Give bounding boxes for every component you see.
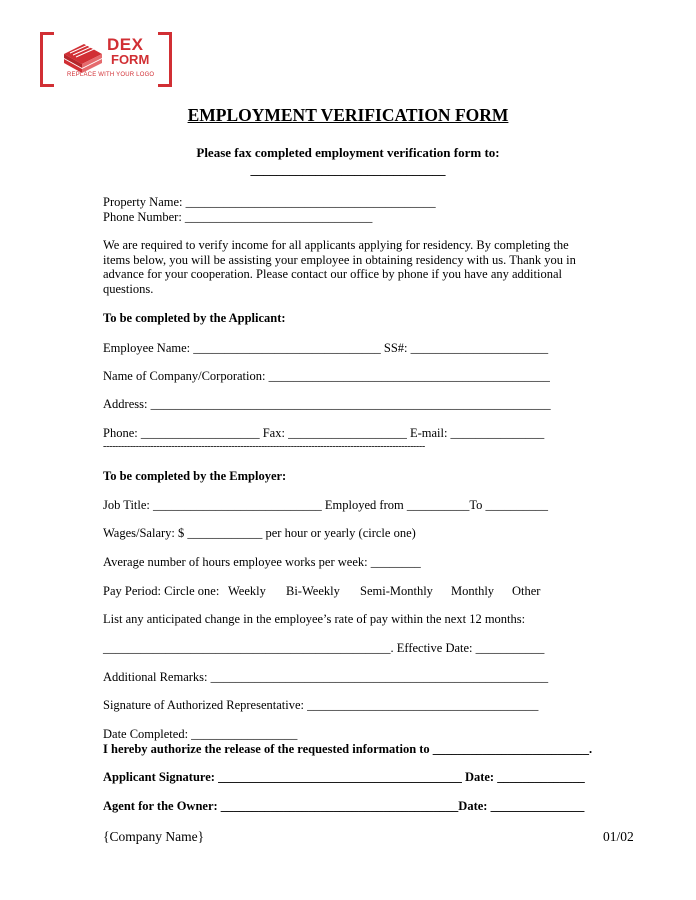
additional-remarks-field[interactable]: Additional Remarks: ______________________________________________________ [103, 670, 549, 684]
fax-instruction: Please fax completed employment verification form to: [196, 145, 500, 160]
fax-number-field[interactable]: ______________________________ [250, 162, 446, 177]
pay-option-monthly[interactable]: Monthly [451, 584, 495, 598]
company-name-field[interactable]: Name of Company/Corporation: _____________________________________________ [103, 369, 550, 383]
authorization-statement[interactable]: I hereby authorize the release of the requested information to _________________________. [103, 742, 593, 756]
employee-name-field[interactable]: Employee Name: ______________________________ SS#: ______________________ [103, 341, 549, 355]
paper-stack-icon [64, 44, 102, 73]
job-title-field[interactable]: Job Title: ___________________________ Employed from __________To __________ [103, 498, 548, 512]
pay-change-question: List any anticipated change in the employee’s rate of pay within the next 12 months: [103, 612, 526, 626]
agent-signature-field[interactable]: Agent for the Owner: ______________________________________Date: _______________ [103, 799, 585, 813]
pay-option-other[interactable]: Other [512, 584, 541, 598]
company-logo [40, 32, 172, 87]
pay-option-weekly[interactable]: Weekly [228, 584, 266, 598]
contact-fields[interactable]: Phone: ___________________ Fax: ___________________ E-mail: _______________ [103, 426, 545, 440]
intro-paragraph: We are required to verify income for all applicants applying for residency. By completing the items below, you will be assisting your employee in obtaining residency with us. Thank you in advance for your cooperation. Please contact our office by phone if you have any additional questions. [103, 238, 576, 296]
applicant-section-heading: To be completed by the Applicant: [103, 311, 286, 325]
property-name-field[interactable]: Property Name: ________________________________________ [103, 195, 436, 209]
logo-brand-bottom: FORM [111, 52, 150, 67]
footer-form-code: 01/02 [603, 829, 634, 844]
phone-number-field[interactable]: Phone Number: ______________________________ [103, 210, 373, 224]
pay-option-biweekly[interactable]: Bi-Weekly [286, 584, 340, 598]
wages-field[interactable]: Wages/Salary: $ ____________ per hour or yearly (circle one) [103, 526, 416, 540]
form-title: EMPLOYMENT VERIFICATION FORM [187, 105, 509, 125]
employer-section-heading: To be completed by the Employer: [103, 469, 287, 483]
section-divider: ------------------------------------------------------------------------------------------------------------ [103, 441, 425, 452]
representative-signature-field[interactable]: Signature of Authorized Representative: _____________________________________ [103, 698, 539, 712]
hours-field[interactable]: Average number of hours employee works per week: ________ [103, 555, 421, 569]
applicant-signature-field[interactable]: Applicant Signature: _______________________________________ Date: ______________ [103, 770, 585, 784]
logo-tagline: REPLACE WITH YOUR LOGO [67, 72, 155, 78]
footer-company-name: {Company Name} [103, 829, 205, 844]
logo-brand-top: DEX [107, 35, 144, 54]
effective-date-field[interactable]: ______________________________________________. Effective Date: ___________ [103, 641, 545, 655]
pay-period-label: Pay Period: Circle one: [103, 584, 220, 598]
pay-option-semimonthly[interactable]: Semi-Monthly [360, 584, 433, 598]
address-field[interactable]: Address: ________________________________________________________________ [103, 397, 551, 411]
date-completed-field[interactable]: Date Completed: _________________ [103, 727, 298, 741]
